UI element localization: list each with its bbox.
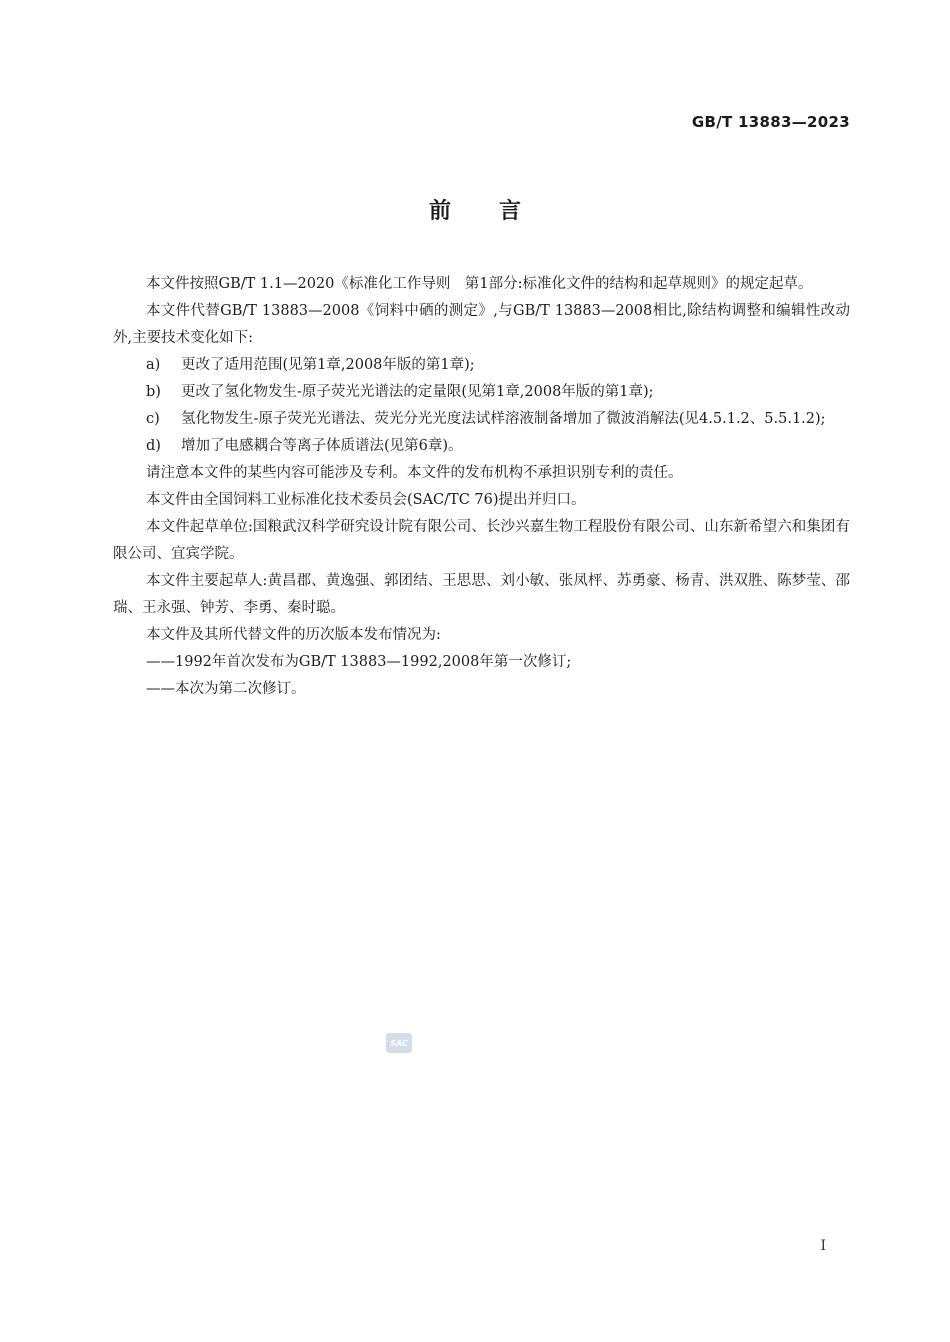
sac-watermark-logo: SAC: [386, 1033, 412, 1053]
paragraph-drafting-units: 本文件起草单位:国粮武汉科学研究设计院有限公司、长沙兴嘉生物工程股份有限公司、山东新希望六和集团有限公司、宜宾学院。: [113, 519, 850, 562]
list-marker: a): [146, 357, 161, 373]
page-title: 前言: [428, 199, 569, 224]
list-item: [113, 379, 850, 406]
list-item-text: 更改了氢化物发生-原子荧光光谱法的定量限(见第1章,2008年版的第1章);: [181, 384, 654, 400]
paragraph-drafters: 本文件主要起草人:黄昌郡、黄逸强、郭团结、王思思、刘小敏、张凤枰、苏勇豪、杨青、洪双胜、陈梦莹、邵瑞、王永强、钟芳、李勇、秦时聪。: [113, 573, 850, 616]
foreword-body: [113, 271, 850, 703]
list-marker: b): [146, 384, 161, 400]
history-item: ——1992年首次发布为GB/T 13883—1992,2008年第一次修订;: [146, 654, 572, 670]
page-number: I: [820, 1238, 826, 1254]
list-item: [113, 352, 850, 379]
paragraph-patent-notice: 请注意本文件的某些内容可能涉及专利。本文件的发布机构不承担识别专利的责任。: [146, 465, 683, 481]
paragraph-proposer: 本文件由全国饲料工业标准化技术委员会(SAC/TC 76)提出并归口。: [146, 492, 586, 508]
list-item: [113, 433, 850, 460]
standard-number: GB/T 13883—2023: [691, 113, 850, 131]
paragraph-replacement: 本文件代替GB/T 13883—2008《饲料中硒的测定》,与GB/T 13883—2008相比,除结构调整和编辑性改动外,主要技术变化如下:: [113, 303, 850, 346]
list-item-text: 增加了电感耦合等离子体质谱法(见第6章)。: [181, 438, 463, 454]
list-item-text: 更改了适用范围(见第1章,2008年版的第1章);: [181, 357, 475, 373]
list-marker: d): [146, 438, 161, 454]
list-marker: c): [146, 411, 160, 427]
paragraph-drafting-basis: 本文件按照GB/T 1.1—2020《标准化工作导则 第1部分:标准化文件的结构和起草规则》的规定起草。: [146, 276, 813, 292]
list-item-text: 氢化物发生-原子荧光光谱法、荧光分光光度法试样溶液制备增加了微波消解法(见4.5.1.2、5.5.1.2);: [181, 411, 826, 427]
history-item: ——本次为第二次修订。: [146, 681, 306, 697]
paragraph-history-intro: 本文件及其所代替文件的历次版本发布情况为:: [146, 627, 441, 643]
list-item: [113, 406, 850, 433]
